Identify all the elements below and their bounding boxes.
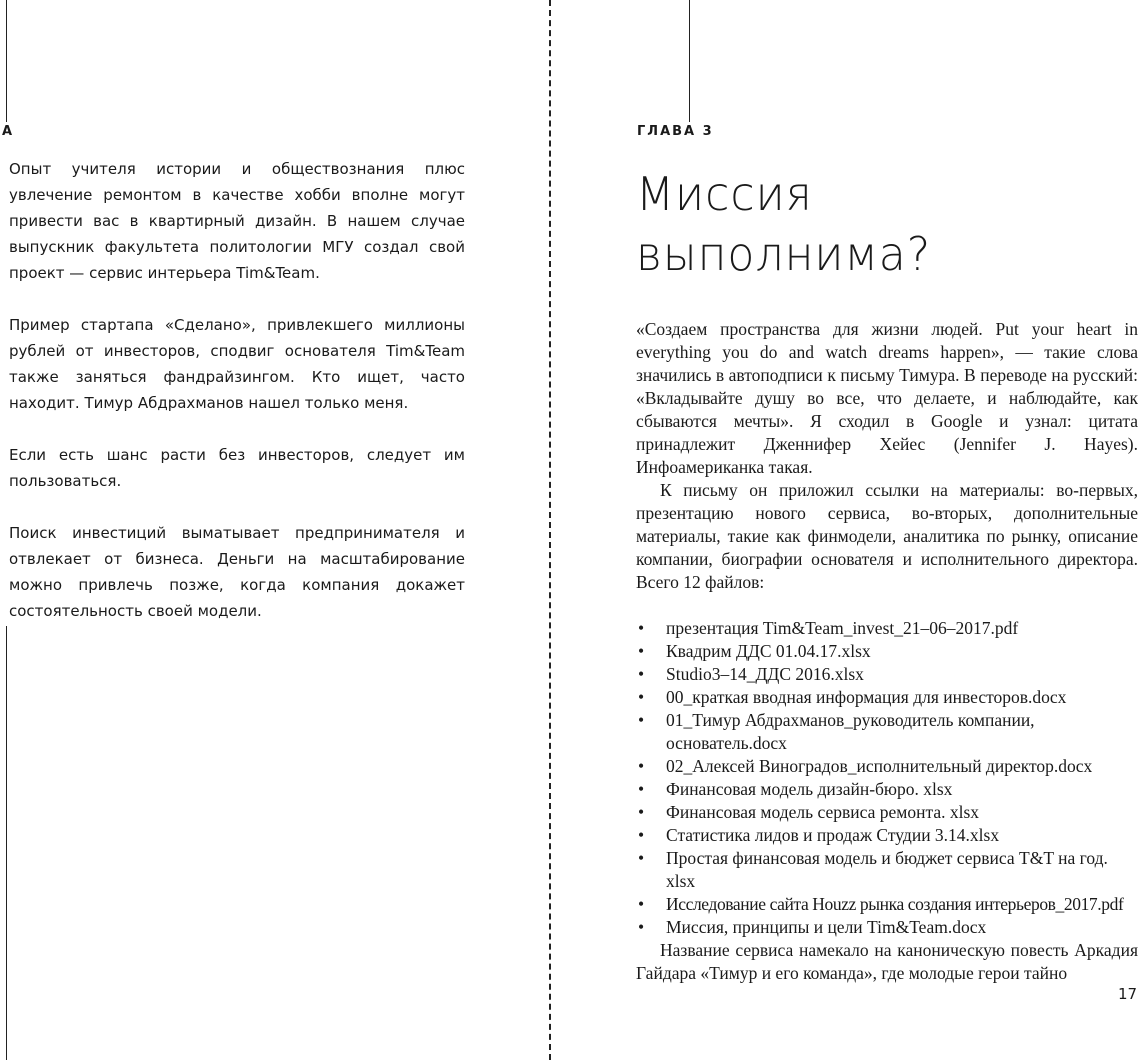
body-paragraph-service-name: Название сервиса намекало на каноническую повесть Аркадия Гайдара «Тимур и его команда», где молодые герои тайно	[636, 940, 1138, 983]
file-name: презентация Tim&Team_invest_21–06–2017.pdf	[666, 618, 1019, 638]
file-name: Миссия, принципы и цели Tim&Team.docx	[666, 917, 987, 937]
file-name: Финансовая модель сервиса ремонта. xlsx	[666, 802, 980, 822]
body-paragraph-attachments: К письму он приложил ссылки на материалы: во-первых, презентацию нового сервиса, во-вторых, дополнительные материалы, такие как финмодели, аналитика по рынку, описание компании, биографии основателя и исполнительного директора. Всего 12 файлов:	[636, 480, 1138, 592]
bullet-icon: •	[638, 848, 645, 868]
left-body-text	[9, 156, 465, 650]
left-header-marker: А	[2, 124, 15, 139]
file-name: 01_Тимур Абдрахманов_руководитель компании, основатель.docx	[666, 710, 1035, 753]
file-name: Studio3–14_ДДС 2016.xlsx	[666, 664, 864, 684]
left-page	[0, 0, 549, 1060]
file-list-item	[636, 893, 1138, 916]
file-list-item	[636, 617, 1138, 640]
file-list-item	[636, 755, 1138, 778]
file-name: 00_краткая вводная информация для инвесторов.docx	[666, 687, 1067, 707]
left-paragraph: Поиск инвестиций выматывает предпринимателя и отвлекает от бизнеса. Деньги на масштабирование можно привлечь позже, когда компания докажет состоятельность своей модели.	[9, 524, 465, 620]
file-list-item	[636, 709, 1138, 755]
bullet-icon: •	[638, 802, 645, 822]
left-paragraph: Пример стартапа «Сделано», привлекшего миллионы рублей от инвесторов, сподвиг основателя Tim&Team также заняться фандрайзингом. Кто ищет, часто находит. Тимур Абдрахманов нашел только меня.	[9, 316, 465, 412]
page-number: 17	[1118, 985, 1138, 1003]
file-list-item	[636, 640, 1138, 663]
chapter-title: Миссия выполнима?	[636, 167, 932, 281]
file-list-item	[636, 778, 1138, 801]
bullet-icon: •	[638, 917, 645, 937]
left-margin-rule-top	[6, 0, 7, 122]
bullet-icon: •	[638, 894, 645, 914]
bullet-icon: •	[638, 779, 645, 799]
file-name: 02_Алексей Виноградов_исполнительный директор.docx	[666, 756, 1093, 776]
bullet-icon: •	[638, 710, 645, 730]
bullet-icon: •	[638, 687, 645, 707]
file-name: Исследование сайта Houzz рынка создания интерьеров_2017.pdf	[666, 894, 1124, 914]
file-name: Финансовая модель дизайн-бюро. xlsx	[666, 779, 953, 799]
file-list-item	[636, 801, 1138, 824]
bullet-icon: •	[638, 618, 645, 638]
left-paragraph: Опыт учителя истории и обществознания плюс увлечение ремонтом в качестве хобби вполне могут привести вас в квартирный дизайн. В нашем случае выпускник факультета политологии МГУ создал свой проект — сервис интерьера Tim&Team.	[9, 160, 465, 282]
right-margin-rule-top	[689, 0, 690, 122]
bullet-icon: •	[638, 825, 645, 845]
bullet-icon: •	[638, 756, 645, 776]
file-list-item	[636, 847, 1138, 893]
right-page	[551, 0, 1139, 1060]
chapter-label: ГЛАВА 3	[637, 124, 714, 139]
attached-files-list	[636, 617, 1138, 939]
left-margin-rule-bottom	[6, 626, 7, 1060]
file-name: Простая финансовая модель и бюджет сервиса T&T на год. xlsx	[666, 848, 1108, 891]
bullet-icon: •	[638, 664, 645, 684]
file-list-item	[636, 824, 1138, 847]
file-name: Статистика лидов и продаж Студии 3.14.xlsx	[666, 825, 1000, 845]
right-body-text	[636, 318, 1138, 985]
file-name: Квадрим ДДС 01.04.17.xlsx	[666, 641, 871, 661]
file-list-item	[636, 916, 1138, 939]
bullet-icon: •	[638, 641, 645, 661]
file-list-item	[636, 663, 1138, 686]
left-paragraph: Если есть шанс расти без инвесторов, следует им пользоваться.	[9, 446, 465, 490]
body-paragraph-quote: «Создаем пространства для жизни людей. Put your heart in everything you do and watch dreams happen», — такие слова значились в автоподписи к письму Тимура. В переводе на русский: «Вкладывайте душу во все, что делаете, и наблюдайте, как сбываются мечты». Я сходил в Google и узнал: цитата принадлежит Дженнифер Хейес (Jennifer J. Hayes). Инфоамериканка такая.	[636, 319, 1138, 477]
file-list-item	[636, 686, 1138, 709]
